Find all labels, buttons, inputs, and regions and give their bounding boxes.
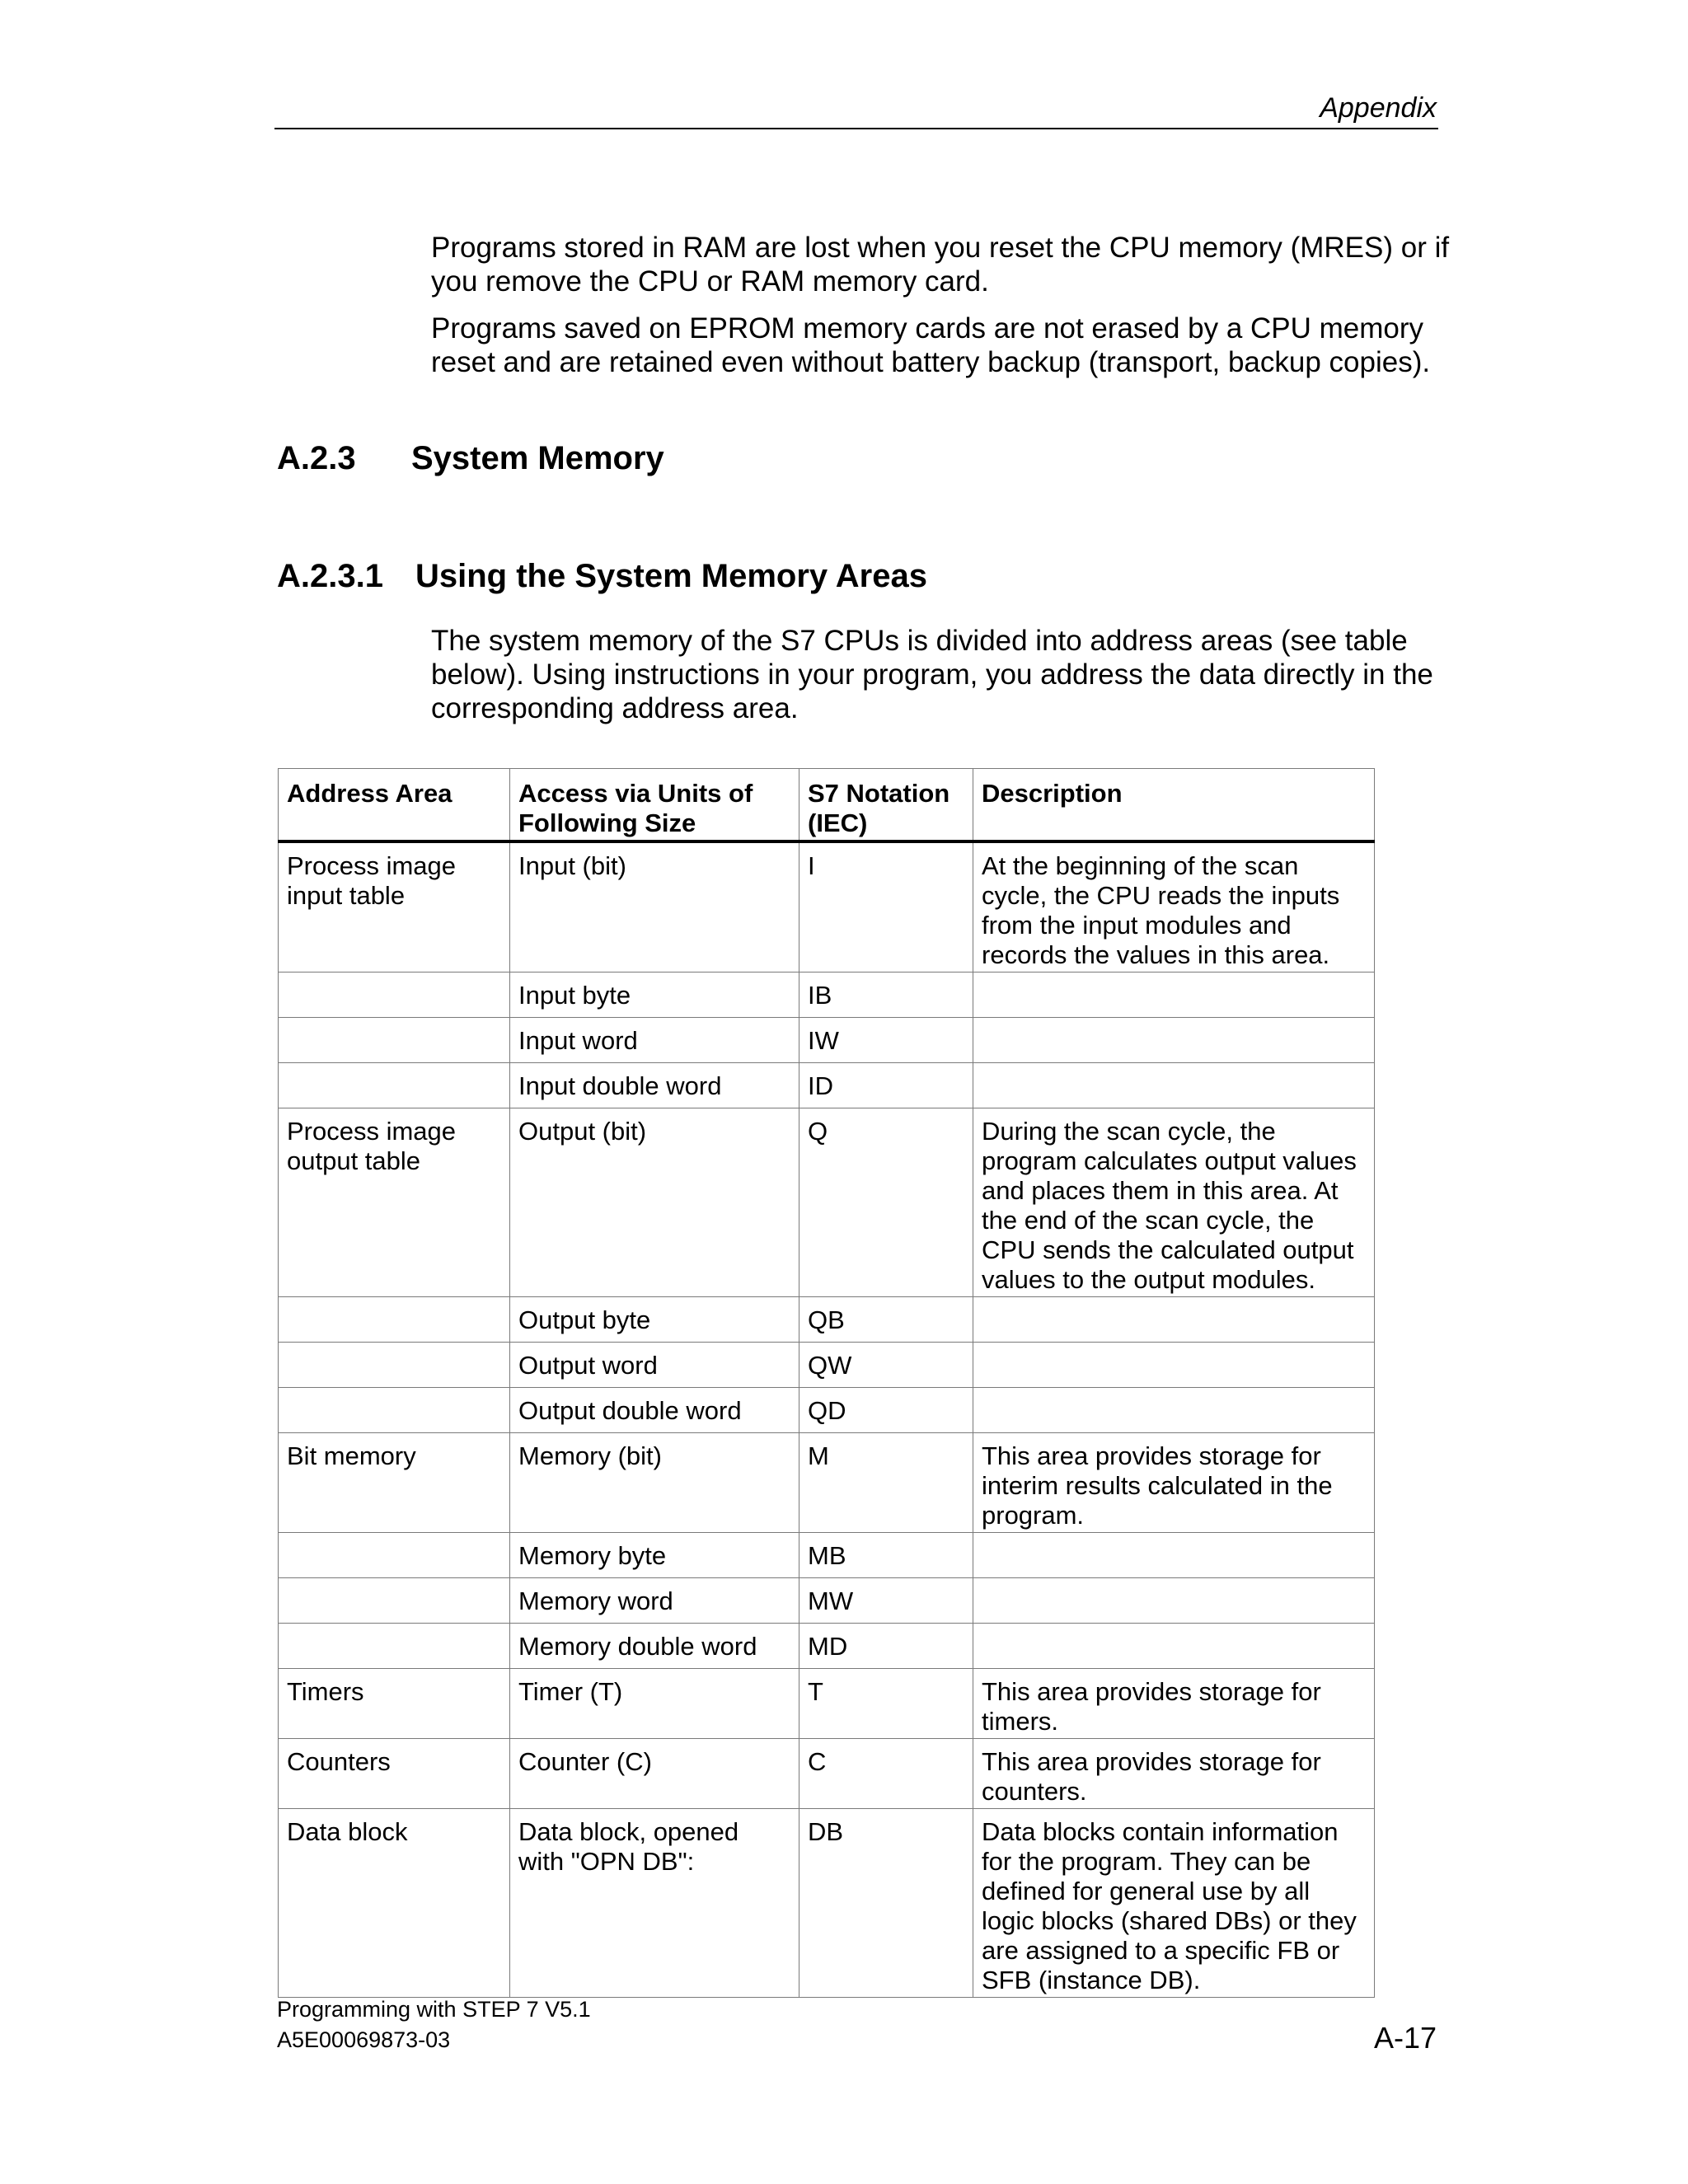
- table-cell: [279, 1063, 510, 1108]
- column-header: Access via Units of Following Size: [510, 769, 799, 842]
- table-cell: During the scan cycle, the program calculates output values and places them in this area. At the end of the scan cycle, the CPU sends the calculated output values to the output modules.: [973, 1108, 1375, 1297]
- table-cell: [973, 1624, 1375, 1669]
- table-row: [279, 1739, 1375, 1809]
- table-row: [279, 972, 1375, 1018]
- table-cell: Input word: [510, 1018, 799, 1063]
- subsection-paragraph: The system memory of the S7 CPUs is divided into address areas (see table below). Using instructions in your program, you address the data directly in the corresponding address area.: [431, 625, 1433, 724]
- table-row: [279, 1343, 1375, 1388]
- table-row: [279, 1063, 1375, 1108]
- section-heading: [277, 440, 664, 477]
- table-row: [279, 841, 1375, 972]
- subsection-number: A.2.3.1: [277, 558, 383, 594]
- table-cell: Counter (C): [510, 1739, 799, 1809]
- table-row: [279, 1624, 1375, 1669]
- table-cell: Memory byte: [510, 1533, 799, 1578]
- table-cell: QD: [799, 1388, 973, 1433]
- column-header: Address Area: [279, 769, 510, 842]
- table-cell: Output double word: [510, 1388, 799, 1433]
- table-cell: IW: [799, 1018, 973, 1063]
- table-cell: This area provides storage for interim results calculated in the program.: [973, 1433, 1375, 1533]
- table-cell: MW: [799, 1578, 973, 1624]
- table-cell: Process image output table: [279, 1108, 510, 1297]
- table-cell: [279, 1297, 510, 1343]
- table-cell: Output (bit): [510, 1108, 799, 1297]
- table-cell: C: [799, 1739, 973, 1809]
- table-cell: Process image input table: [279, 841, 510, 972]
- table-row: [279, 1669, 1375, 1739]
- table-cell: [279, 1578, 510, 1624]
- table-cell: Input double word: [510, 1063, 799, 1108]
- table-cell: Input (bit): [510, 841, 799, 972]
- table-cell: Memory word: [510, 1578, 799, 1624]
- table-cell: [973, 1533, 1375, 1578]
- intro-paragraph-eprom: Programs saved on EPROM memory cards are not erased by a CPU memory reset and are retained even without battery backup (transport, backup copies).: [431, 312, 1431, 378]
- table-cell: M: [799, 1433, 973, 1533]
- system-memory-table: [278, 768, 1375, 1998]
- table-cell: Input byte: [510, 972, 799, 1018]
- table-row: [279, 1433, 1375, 1533]
- footer-title: Programming with STEP 7 V5.1: [277, 1997, 591, 2022]
- table-cell: Memory (bit): [510, 1433, 799, 1533]
- section-title: System Memory: [411, 440, 664, 476]
- table-cell: [279, 1343, 510, 1388]
- intro-paragraph-ram: Programs stored in RAM are lost when you reset the CPU memory (MRES) or if you remove the CPU or RAM memory card.: [431, 232, 1450, 298]
- table-cell: [973, 1343, 1375, 1388]
- table-cell: Output byte: [510, 1297, 799, 1343]
- section-number: A.2.3: [277, 440, 356, 476]
- footer-info: [277, 1994, 591, 2055]
- table-cell: I: [799, 841, 973, 972]
- table-row: [279, 1809, 1375, 1998]
- table-row: [279, 1578, 1375, 1624]
- table-cell: Bit memory: [279, 1433, 510, 1533]
- table-cell: ID: [799, 1063, 973, 1108]
- column-header: S7 Notation (IEC): [799, 769, 973, 842]
- table-header-row: [279, 769, 1375, 842]
- table-cell: MB: [799, 1533, 973, 1578]
- table-cell: [279, 1388, 510, 1433]
- table-cell: At the beginning of the scan cycle, the CPU reads the inputs from the input modules and records the values in this area.: [973, 841, 1375, 972]
- table-cell: [279, 972, 510, 1018]
- footer-doc-id: A5E00069873-03: [277, 2027, 451, 2052]
- table-cell: [973, 1388, 1375, 1433]
- table-cell: IB: [799, 972, 973, 1018]
- table-cell: Timers: [279, 1669, 510, 1739]
- table-cell: Data block, opened with "OPN DB":: [510, 1809, 799, 1998]
- table-cell: [279, 1533, 510, 1578]
- table-cell: T: [799, 1669, 973, 1739]
- table-row: [279, 1388, 1375, 1433]
- subsection-title: Using the System Memory Areas: [415, 558, 927, 594]
- table-cell: MD: [799, 1624, 973, 1669]
- table-cell: Memory double word: [510, 1624, 799, 1669]
- table-cell: This area provides storage for timers.: [973, 1669, 1375, 1739]
- column-header: Description: [973, 769, 1375, 842]
- page-number: A-17: [1373, 2021, 1437, 2055]
- table-row: [279, 1018, 1375, 1063]
- table-cell: Data block: [279, 1809, 510, 1998]
- table-cell: Counters: [279, 1739, 510, 1809]
- table-cell: QB: [799, 1297, 973, 1343]
- table-cell: [279, 1018, 510, 1063]
- header-rule: [274, 128, 1438, 129]
- table-cell: [279, 1624, 510, 1669]
- table-cell: Output word: [510, 1343, 799, 1388]
- subsection-heading: [277, 558, 927, 595]
- table-cell: Data blocks contain information for the program. They can be defined for general use by all logic blocks (shared DBs) or they are assigned to a specific FB or SFB (instance DB).: [973, 1809, 1375, 1998]
- table-cell: [973, 1018, 1375, 1063]
- table-cell: QW: [799, 1343, 973, 1388]
- table-cell: Q: [799, 1108, 973, 1297]
- table-cell: [973, 1297, 1375, 1343]
- table-row: [279, 1533, 1375, 1578]
- table-row: [279, 1108, 1375, 1297]
- table-cell: [973, 972, 1375, 1018]
- running-header: Appendix: [1320, 92, 1437, 124]
- table-cell: DB: [799, 1809, 973, 1998]
- table-cell: [973, 1063, 1375, 1108]
- table-cell: Timer (T): [510, 1669, 799, 1739]
- table-cell: [973, 1578, 1375, 1624]
- table-cell: This area provides storage for counters.: [973, 1739, 1375, 1809]
- table-row: [279, 1297, 1375, 1343]
